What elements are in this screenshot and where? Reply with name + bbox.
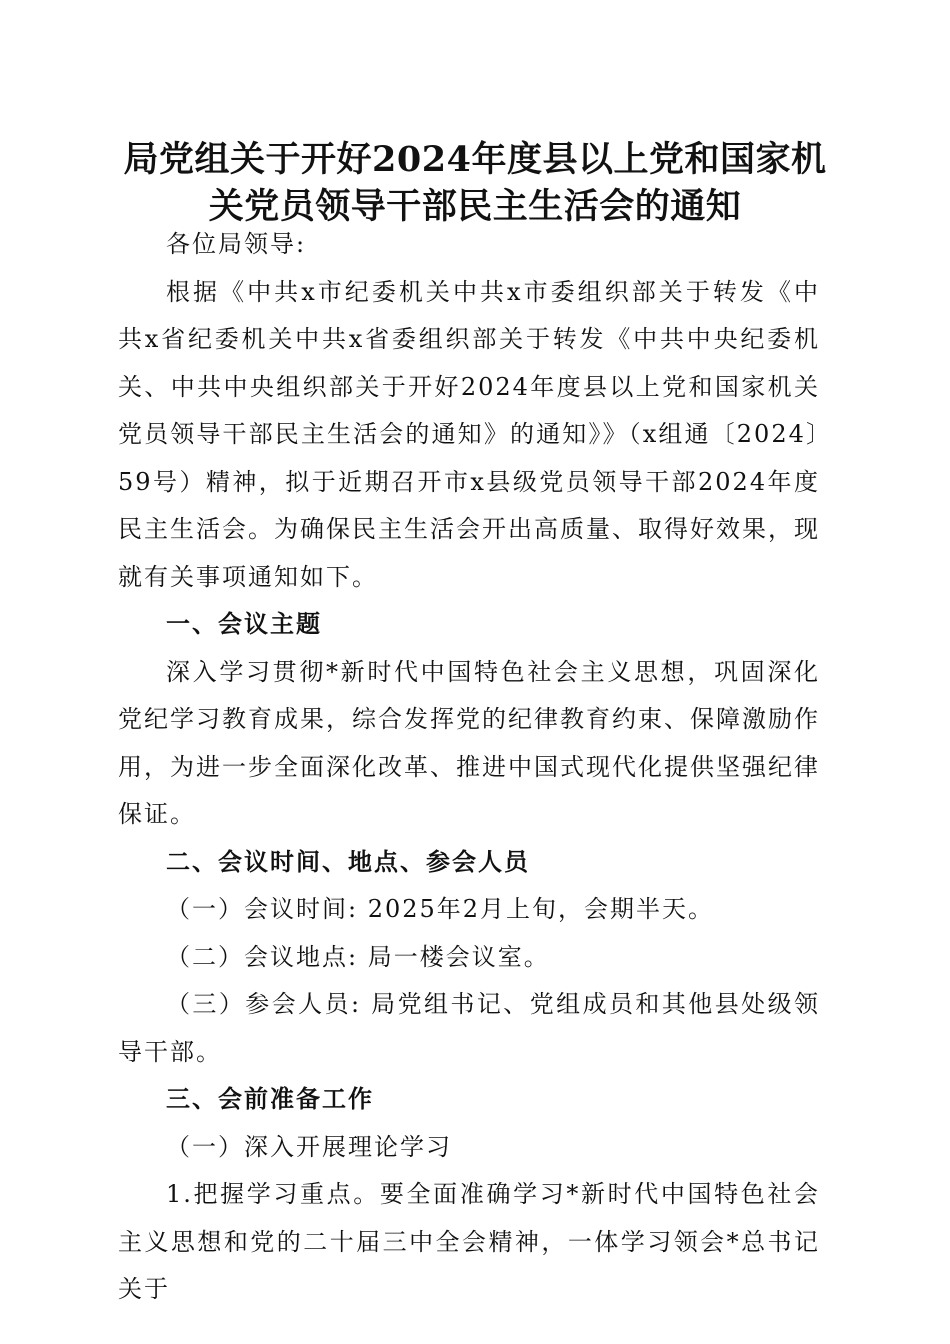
salutation: 各位局领导: bbox=[166, 230, 307, 258]
section-1-heading: 一、会议主题 bbox=[166, 610, 322, 638]
title-line-2: 关党员领导干部民主生活会的通知 bbox=[208, 186, 742, 227]
section-1-text: 深入学习贯彻*新时代中国特色社会主义思想，巩固深化党纪学习教育成果，综合发挥党的纪律教育约束、保障激励作用，为进一步全面深化改革、推进中国式现代化提供坚强纪律保证。 bbox=[118, 657, 820, 828]
document-body bbox=[118, 221, 820, 1314]
document-title bbox=[110, 136, 840, 230]
section-3-subheading-1: （一）深入开展理论学习 bbox=[166, 1132, 452, 1161]
section-2-item-2: （二）会议地点: 局一楼会议室。 bbox=[166, 942, 550, 971]
section-2-item-1: （一）会议时间: 2025年2月上旬，会期半天。 bbox=[166, 895, 715, 923]
section-3-item-1: 1.把握学习重点。要全面准确学习*新时代中国特色社会主义思想和党的二十届三中全会精神，一体学习领会*总书记关于 bbox=[118, 1180, 820, 1303]
intro-paragraph: 根据《中共x市纪委机关中共x市委组织部关于转发《中共x省纪委机关中共x省委组织部关于转发《中共中央纪委机关、中共中央组织部关于开好2024年度县以上党和国家机关党员领导干部民主生活会的通知》的通知》》（x组通〔2024〕59号）精神，拟于近期召开市x县级党员领导干部2024年度民主生活会。为确保民主生活会开出高质量、取得好效果，现就有关事项通知如下。 bbox=[118, 277, 820, 591]
section-3-heading: 三、会前准备工作 bbox=[166, 1085, 374, 1113]
section-2-heading: 二、会议时间、地点、参会人员 bbox=[166, 847, 530, 876]
title-line-1: 局党组关于开好2024年度县以上党和国家机 bbox=[123, 139, 827, 180]
section-2-item-3: （三）参会人员: 局党组书记、党组成员和其他县处级领导干部。 bbox=[118, 990, 820, 1066]
